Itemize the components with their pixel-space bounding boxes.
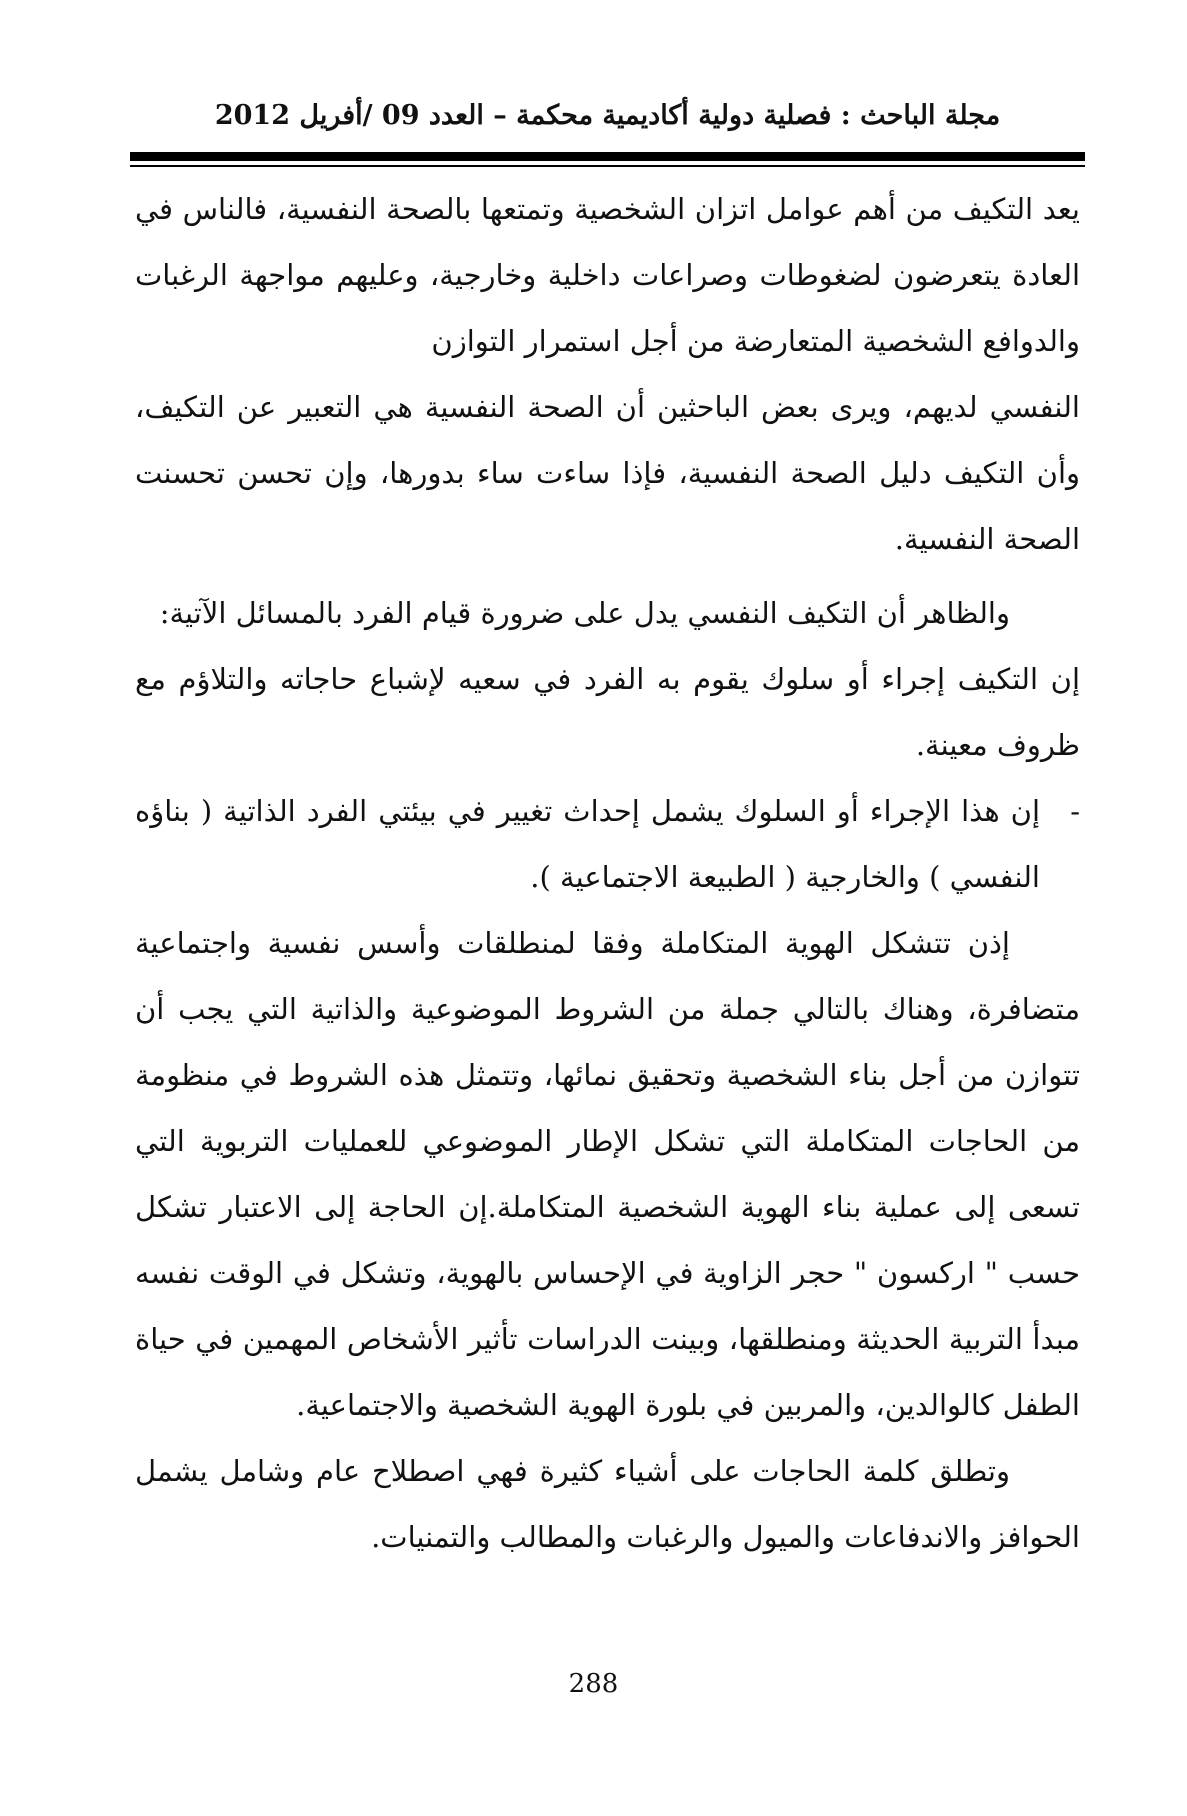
bullet-dash: - [1070,794,1080,828]
bullet-item-text: إن هذا الإجراء أو السلوك يشمل إحداث تغيير في بيئتي الفرد الذاتية ( بناؤه النفسي ) والخارجية ( الطبيعة الاجتماعية ). [135,794,1040,894]
paragraph-7: وتطلق كلمة الحاجات على أشياء كثيرة فهي اصطلاح عام وشامل يشمل الحوافز والاندفاعات والميول والرغبات والمطالب والتمنيات. [135,1454,1080,1554]
page-number: 288 [568,1669,619,1699]
journal-header: مجلة الباحث : فصلية دولية أكاديمية محكمة – العدد 09 /أفريل 2012 [214,100,1001,131]
header-rule-thick [130,152,1085,161]
paragraph-1: يعد التكيف من أهم عوامل اتزان الشخصية وتمتعها بالصحة النفسية، فالناس في العادة يتعرضون لضغوطات وصراعات داخلية وخارجية، وعليهم مواجهة الرغبات والدوافع الشخصية المتعارضة من أجل استمرار التوازن [135,192,1080,358]
article-body [135,176,1080,1570]
header-rule-thin [130,165,1085,167]
bullet-item [135,778,1080,910]
paragraph-4: إن التكيف إجراء أو سلوك يقوم به الفرد في سعيه لإشباع حاجاته والتلاؤم مع ظروف معينة. [135,662,1080,762]
paragraph-2: النفسي لديهم، ويرى بعض الباحثين أن الصحة النفسية هي التعبير عن التكيف، وأن التكيف دليل الصحة النفسية، فإذا ساءت ساء بدورها، وإن تحسن تحسنت الصحة النفسية. [135,390,1080,556]
paragraph-3: والظاهر أن التكيف النفسي يدل على ضرورة قيام الفرد بالمسائل الآتية: [159,596,1010,630]
paragraph-6: إذن تتشكل الهوية المتكاملة وفقا لمنطلقات وأسس نفسية واجتماعية متضافرة، وهناك بالتالي جملة من الشروط الموضوعية والذاتية التي يجب أن تتوازن من أجل بناء الشخصية وتحقيق نمائها، وتتمثل هذه الشروط في منظومة من الحاجات المتكاملة التي تشكل الإطار الموضوعي للعمليات التربوية التي تسعى إلى عملية بناء الهوية الشخصية المتكاملة.إن الحاجة إلى الاعتبار تشكل حسب " اركسون " حجر الزاوية في الإحساس بالهوية، وتشكل في الوقت نفسه مبدأ التربية الحديثة ومنطلقها، وبينت الدراسات تأثير الأشخاص المهمين في حياة الطفل كالوالدين، والمربين في بلورة الهوية الشخصية والاجتماعية. [135,926,1080,1422]
